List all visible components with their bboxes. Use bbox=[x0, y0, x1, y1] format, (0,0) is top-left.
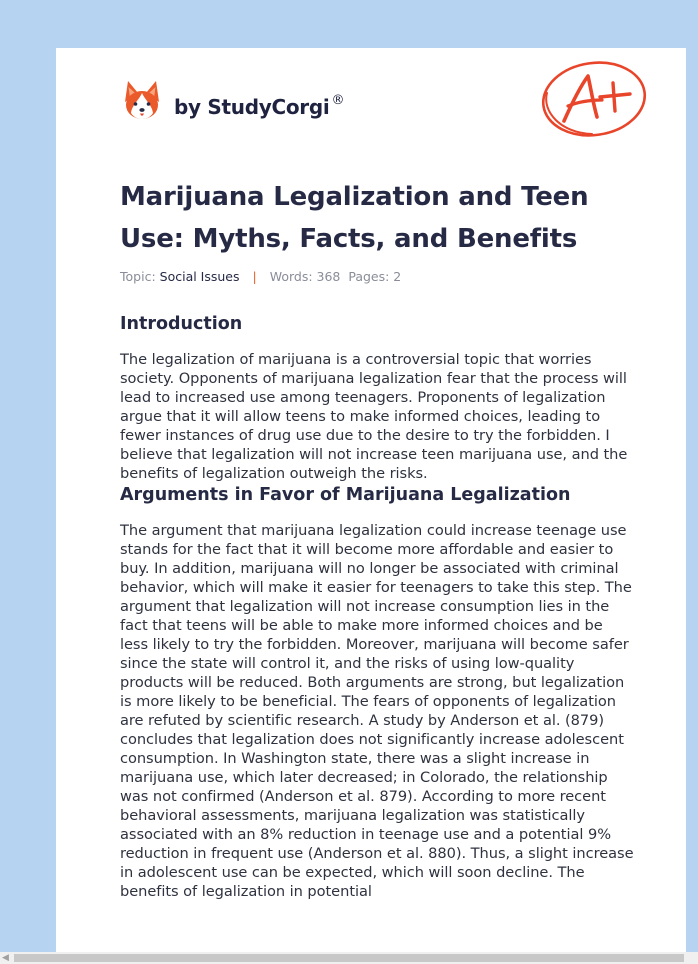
topic-label: Topic: bbox=[120, 269, 156, 284]
section-heading-introduction: Introduction bbox=[120, 314, 243, 334]
brand-name: by StudyCorgi ® bbox=[174, 93, 345, 119]
topic-link[interactable]: Social Issues bbox=[159, 269, 240, 284]
page-title: Marijuana Legalization and Teen Use: Myths, Facts, and Benefits bbox=[120, 182, 589, 254]
paper-meta bbox=[120, 269, 401, 284]
word-count: Words: 368 bbox=[269, 269, 341, 284]
essay-body bbox=[120, 313, 635, 901]
grade-text: A+ bbox=[538, 59, 540, 60]
section-heading-arguments: Arguments in Favor of Marijuana Legalization bbox=[120, 485, 571, 505]
paragraph-arguments: The argument that marijuana legalization could increase teenage use stands for the fact that it will become more affordable and easier to buy. In addition, marijuana will no longer be associated with criminal behavior, which will make it easier for teenagers to take this step. The argument that legalization will not increase consumption lies in the fact that teens will be able to make more informed choices and be less likely to try the forbidden. Moreover, marijuana will become safer since the state will control it, and the risks of using low-quality products will be reduced. Both arguments are strong, but legalization is more likely to be beneficial. The fears of opponents of legalization are refuted by scientific research. A study by Anderson et al. (879) concludes that legalization does not significantly increase adolescent consumption. In Washington state, there was a slight increase in marijuana use, which later decreased; in Colorado, the relationship was not confirmed (Anderson et al. 879). According to more recent behavioral assessments, marijuana legalization was statistically associated with an 8% reduction in teenage use and a potential 9% reduction in frequent use (Anderson et al. 880). Thus, a slight increase in adolescent use can be expected, which will soon decline. The benefits of legalization in potential bbox=[120, 522, 634, 900]
document-page bbox=[56, 48, 686, 952]
registered-mark: ® bbox=[331, 93, 345, 108]
scroll-left-arrow-icon[interactable]: ◀ bbox=[2, 953, 9, 963]
horizontal-scrollbar[interactable] bbox=[0, 952, 698, 964]
meta-separator: | bbox=[252, 269, 257, 284]
paragraph-introduction: The legalization of marijuana is a controversial topic that worries society. Opponents of marijuana legalization fear that the process will lead to increased use among teenagers. Proponents of legalization argue that it will allow teens to make informed choices, leading to fewer instances of drug use due to the desire to try the forbidden. I believe that legalization will not increase teen marijuana use, and the benefits of legalization outweigh the risks. bbox=[120, 351, 628, 482]
grade-a-plus-stamp-icon bbox=[538, 59, 650, 139]
corgi-logo-icon bbox=[122, 78, 162, 122]
page-count: Pages: 2 bbox=[348, 269, 402, 284]
brand-header[interactable] bbox=[122, 78, 344, 122]
scrollbar-thumb[interactable] bbox=[14, 954, 684, 962]
